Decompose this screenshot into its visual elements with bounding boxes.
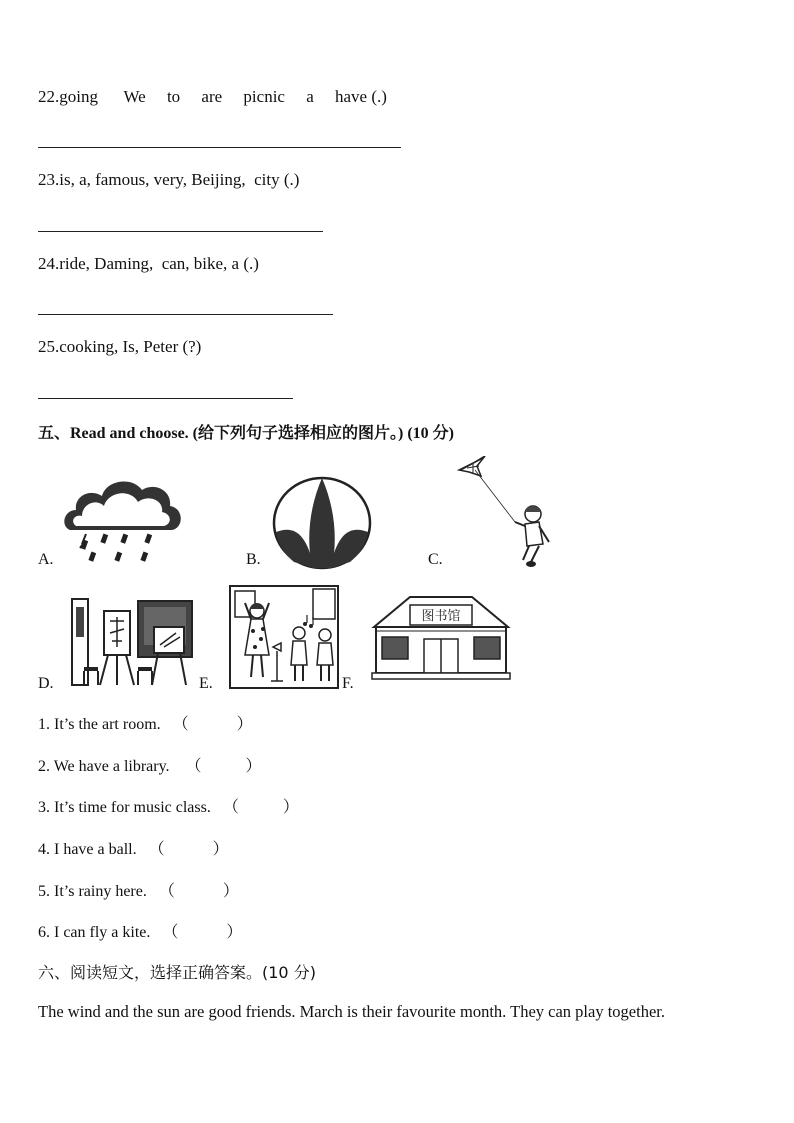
option-d-label: D. xyxy=(38,675,54,692)
choice-question-3: 3. It’s time for music class. （ ） xyxy=(38,799,299,816)
ball-icon xyxy=(272,476,372,570)
option-f-label: F. xyxy=(342,675,354,692)
option-e-label: E. xyxy=(199,675,213,692)
library-icon xyxy=(370,593,512,685)
music-class-icon xyxy=(229,585,339,689)
option-a-label: A. xyxy=(38,551,54,568)
choice-question-1: 1. It’s the art room. （ ） xyxy=(38,716,253,733)
question-22: 22.going We to are picnic a have (.) xyxy=(38,87,387,106)
choice-question-6: 6. I can fly a kite. （ ） xyxy=(38,924,243,941)
question-23: 23.is, a, famous, very, Beijing, city (.) xyxy=(38,170,300,189)
option-b-label: B. xyxy=(246,551,261,568)
answer-line-24[interactable] xyxy=(38,314,333,315)
answer-line-23[interactable] xyxy=(38,231,323,232)
question-25: 25.cooking, Is, Peter (?) xyxy=(38,337,202,356)
section-5-title: 五、Read and choose. (给下列句子选择相应的图片。) (10 分) xyxy=(38,425,454,442)
choice-question-2: 2. We have a library. （ ） xyxy=(38,758,262,775)
answer-line-22[interactable] xyxy=(38,147,401,148)
rain-cloud-icon xyxy=(62,476,186,568)
art-room-icon xyxy=(68,597,196,689)
question-24: 24.ride, Daming, can, bike, a (.) xyxy=(38,254,259,273)
option-c-label: C. xyxy=(428,551,443,568)
choice-question-4: 4. I have a ball. （ ） xyxy=(38,841,229,858)
kite-icon xyxy=(455,456,555,568)
reading-paragraph: The wind and the sun are good friends. March is their favourite month. They can play together. xyxy=(38,1002,665,1021)
choice-question-5: 5. It’s rainy here. （ ） xyxy=(38,883,239,900)
library-sign: 图书馆 xyxy=(421,609,461,624)
answer-line-25[interactable] xyxy=(38,398,293,399)
section-6-title: 六、阅读短文，选择正确答案。(10 分) xyxy=(38,963,316,982)
